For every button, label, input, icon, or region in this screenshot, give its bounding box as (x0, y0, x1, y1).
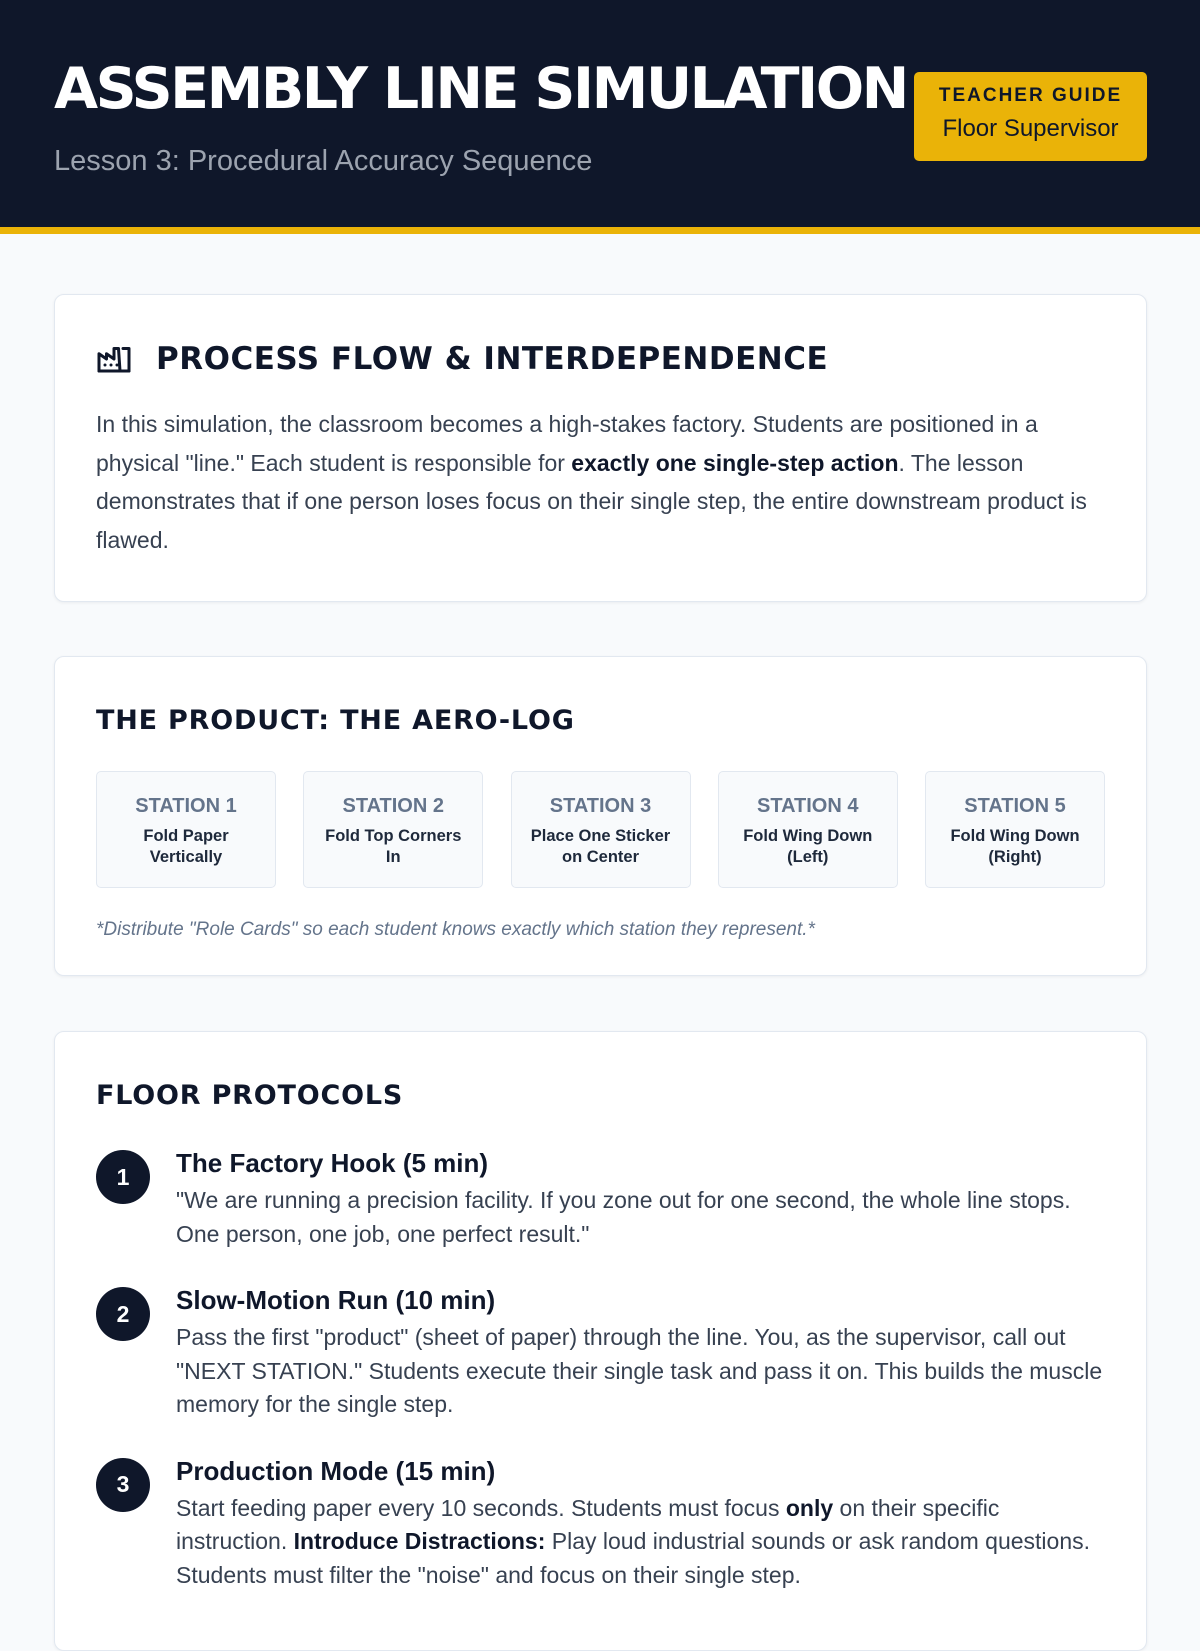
step-content (176, 1283, 1105, 1422)
station-label: STATION 2 (342, 795, 444, 817)
page-subtitle: Lesson 3: Procedural Accuracy Sequence (54, 145, 593, 177)
step-number: 1 (96, 1150, 150, 1204)
process-flow-title: PROCESS FLOW & INTERDEPENDENCE (156, 341, 829, 377)
protocol-step (96, 1283, 1105, 1422)
role-cards-note: *Distribute "Role Cards" so each student knows exactly which station they represent.* (96, 919, 815, 940)
floor-protocols-card (54, 1031, 1147, 1651)
step-title: Production Mode (15 min) (176, 1455, 496, 1486)
factory-icon (96, 341, 132, 377)
station-label: STATION 4 (757, 795, 859, 817)
step-title: Slow-Motion Run (10 min) (176, 1285, 496, 1315)
protocol-step (96, 1146, 1105, 1251)
badge-role: Floor Supervisor (942, 115, 1119, 142)
station-card (718, 771, 898, 888)
badge-label: TEACHER GUIDE (938, 85, 1123, 106)
process-flow-card (54, 294, 1147, 602)
station-list (96, 771, 1105, 888)
step-number: 3 (96, 1458, 150, 1512)
step-body: Start feeding paper every 10 seconds. Students must focus only on their specific instruction. Introduce Distractions: Play loud industrial sounds or ask random questions. Students must filter the "noise" and focus on their single step. (176, 1494, 1091, 1588)
process-flow-heading (96, 339, 1105, 379)
role-badge (914, 72, 1147, 161)
page-title: ASSEMBLY LINE SIMULATION (54, 56, 907, 122)
product-title: THE PRODUCT: THE AERO-LOG (96, 705, 575, 736)
station-card (303, 771, 483, 888)
protocol-step (96, 1454, 1105, 1593)
station-card (511, 771, 691, 888)
station-label: STATION 5 (964, 795, 1066, 817)
station-task: Fold Paper Vertically (143, 827, 229, 866)
step-content (176, 1454, 1105, 1593)
station-task: Place One Sticker on Center (530, 827, 671, 866)
page-header (0, 0, 1200, 234)
step-title: The Factory Hook (5 min) (176, 1148, 489, 1178)
station-task: Fold Wing Down (Right) (950, 827, 1080, 866)
station-task: Fold Wing Down (Left) (743, 827, 873, 866)
product-card (54, 656, 1147, 976)
step-body: "We are running a precision facility. If you zone out for one second, the whole line stops. One person, one job, one perfect result." (176, 1187, 1071, 1247)
process-flow-text: In this simulation, the classroom becomes a high-stakes factory. Students are positioned in a physical "line." Each student is responsible for exactly one single-step action. The lesson demonstrates that if one person loses focus on their single step, the entire downstream product is flawed. (96, 411, 1087, 553)
station-label: STATION 3 (549, 795, 652, 817)
station-label: STATION 1 (135, 795, 237, 817)
station-task: Fold Top Corners In (325, 827, 462, 866)
step-number: 2 (96, 1287, 150, 1341)
step-body: Pass the first "product" (sheet of paper) through the line. You, as the supervisor, call out "NEXT STATION." Students execute their single task and pass it on. This builds the muscle memory for the single step. (176, 1324, 1103, 1417)
floor-protocols-title: FLOOR PROTOCOLS (96, 1080, 404, 1111)
station-card (925, 771, 1105, 888)
step-content (176, 1146, 1105, 1251)
station-card (96, 771, 276, 888)
